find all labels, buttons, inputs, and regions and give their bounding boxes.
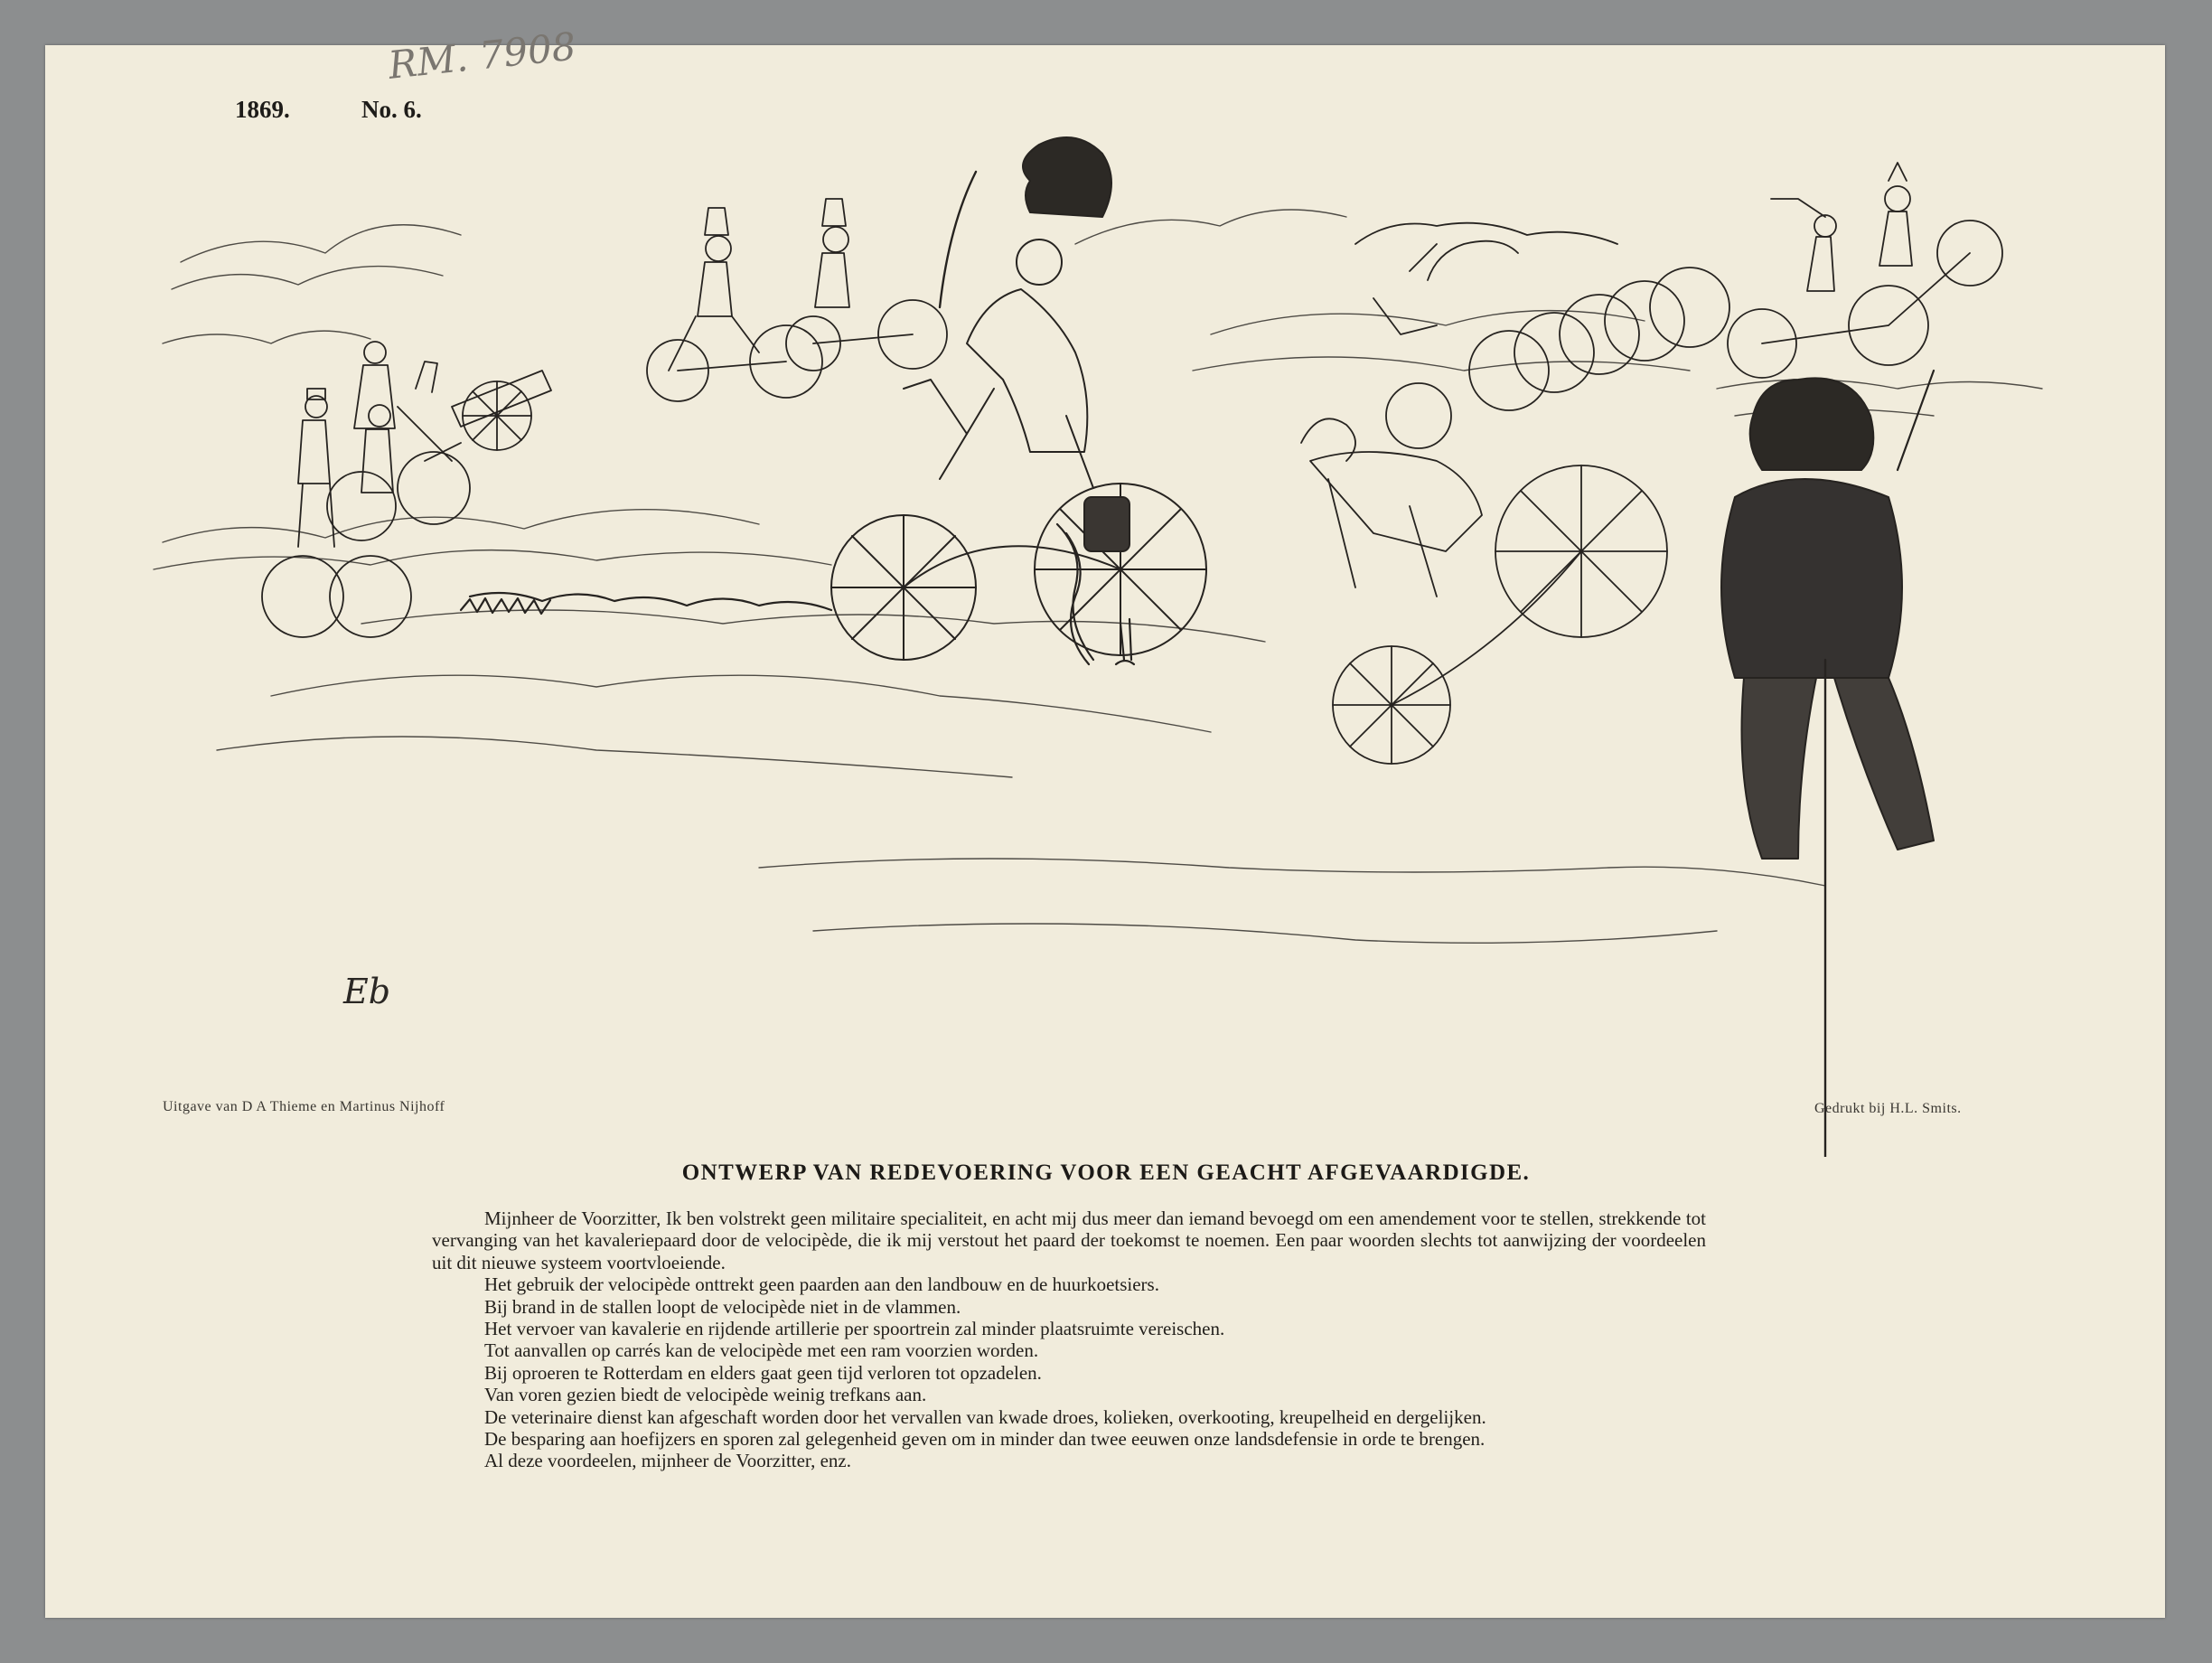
print-title: ONTWERP VAN REDEVOERING VOOR EEN GEACHT AFGEVAARDIGDE. <box>681 1160 1531 1185</box>
officer-main <box>831 137 1206 660</box>
cartoon-illustration <box>127 117 2078 1157</box>
pencil-inscription: RM. 7908 <box>386 23 578 88</box>
speech-point: Tot aanvallen op carrés kan de velocipède met een ram voorzien worden. <box>484 1339 1039 1362</box>
dense-shading <box>461 524 1134 664</box>
speech-point: Het gebruik der velocipède onttrekt geen paarden aan den landbouw en de huurkoetsiers. <box>484 1273 1159 1296</box>
soldier-back-view <box>1721 371 1934 1157</box>
speech-point: De besparing aan hoefijzers en sporen zal gelegenheid geven om in minder dan twee eeuwen onze landsdefensie in orde te brengen. <box>484 1428 1486 1451</box>
speech-point: Van voren gezien biedt de velocipède weinig trefkans aan. <box>484 1384 927 1406</box>
soldiers-left-group <box>262 342 470 637</box>
speech-closing: Al deze voordeelen, mijnheer de Voorzitter, enz. <box>484 1450 851 1472</box>
cavalry-squadron <box>1355 223 1729 448</box>
print-year: 1869. <box>235 96 290 123</box>
speech-point: Bij oproeren te Rotterdam en elders gaat geen tijd verloren tot opzadelen. <box>484 1361 1042 1384</box>
artist-signature: Eb <box>343 972 391 1011</box>
commanders-right <box>1728 163 2002 378</box>
publisher-credit: Uitgave van D A Thieme en Martinus Nijhoff <box>163 1099 445 1114</box>
female-rider <box>1301 418 1667 764</box>
cannon <box>452 371 551 450</box>
print-number: No. 6. <box>361 96 422 123</box>
speech-intro: Mijnheer de Voorzitter, Ik ben volstrekt geen militaire specialiteit, en acht mij dus meer dan iemand bevoegd om een amendement voor te stellen, strekkende tot vervanging van het kavaleriepaard door de velocipède, die ik mij verstout het paard der toekomst te noemen. Een paar woorden slechts tot aanwijzing der voordeelen uit dit nieuwe systeem voortvloeiende. <box>432 1207 1706 1273</box>
printer-credit: Gedrukt bij H.L. Smits. <box>1814 1101 1962 1116</box>
speech-point: Bij brand in de stallen loopt de velocipède niet in de vlammen. <box>484 1295 961 1318</box>
speech-text <box>432 1207 1706 1472</box>
speech-point: Het vervoer van kavalerie en rijdende artillerie per spoortrein zal minder plaatsruimte vereischen. <box>484 1318 1225 1340</box>
helmeted-riders <box>647 199 947 401</box>
speech-point: De veterinaire dienst kan afgeschaft worden door het vervallen van kwade droes, kolieken, overkooting, kreupelheid en dergelijken. <box>484 1405 1486 1428</box>
